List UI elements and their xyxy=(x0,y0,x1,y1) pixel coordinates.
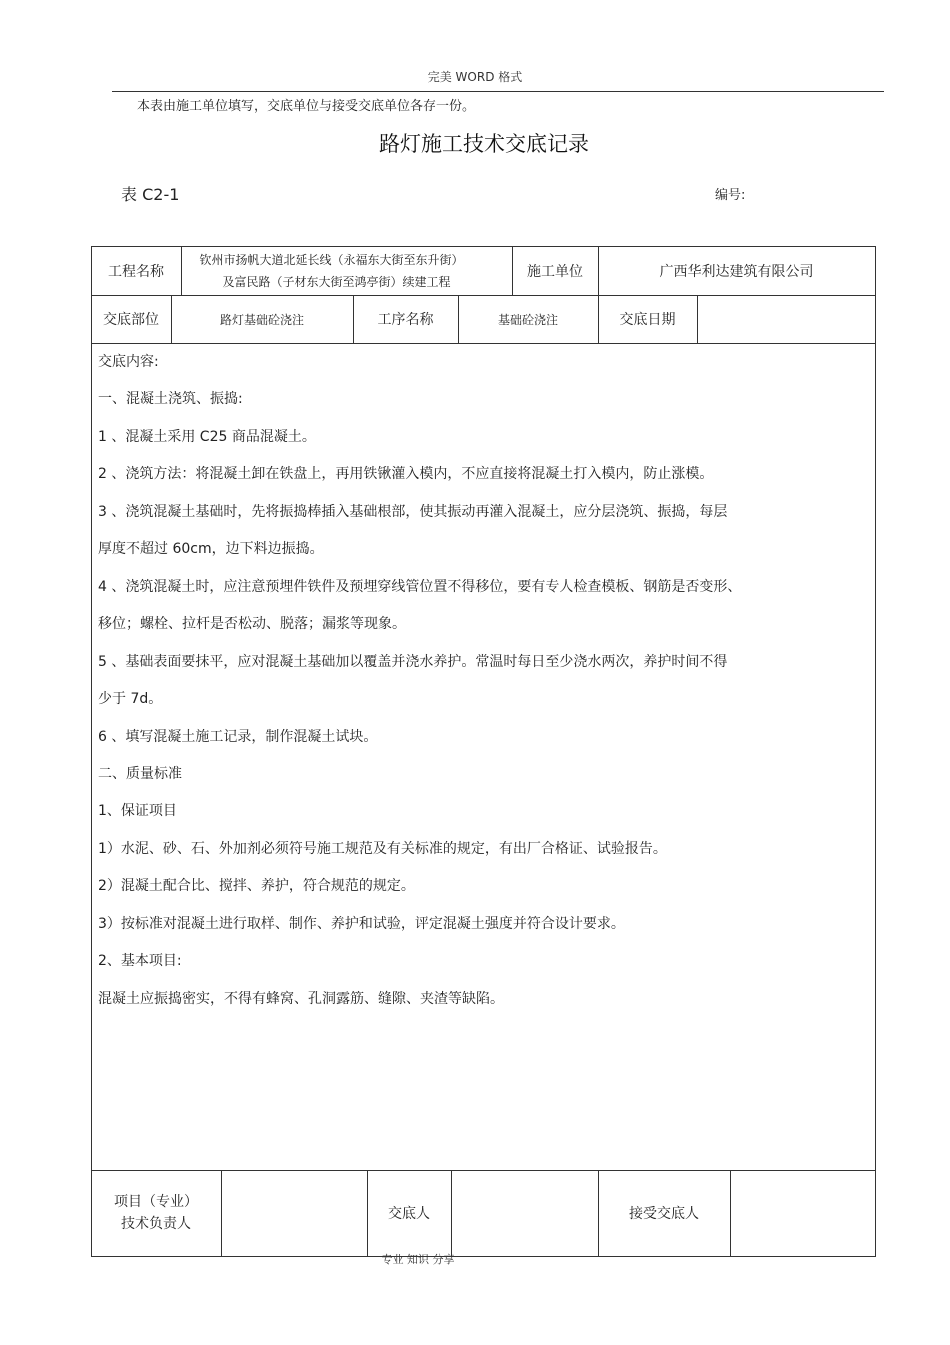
content-line: 1）水泥、砂、石、外加剂必须符号施工规范及有关标准的规定，有出厂合格证、试验报告。 xyxy=(98,841,667,857)
contractor-label: 施工单位 xyxy=(527,263,583,280)
disclosure-content xyxy=(98,351,868,1151)
content-line: 移位；螺栓、拉杆是否松动、脱落；漏浆等现象。 xyxy=(98,616,406,632)
project-name-value xyxy=(181,246,512,295)
part-value: 路灯基础砼浇注 xyxy=(219,312,304,327)
contractor-value: 广西华利达建筑有限公司 xyxy=(659,263,814,280)
header-rule xyxy=(112,91,884,92)
content-heading: 交底内容: xyxy=(98,354,159,370)
receiver-signature xyxy=(730,1170,875,1256)
form-code: 表 C2-1 xyxy=(121,185,180,204)
content-line: 厚度不超过 60cm，边下料边振捣。 xyxy=(98,541,324,557)
content-line: 2 、浇筑方法：将混凝土卸在铁盘上，再用铁锹灌入模内，不应直接将混凝土打入模内，防止涨模。 xyxy=(98,466,714,482)
table-rule xyxy=(875,246,876,1257)
presenter-signature xyxy=(451,1170,598,1256)
number-label: 编号: xyxy=(715,188,746,203)
content-line: 6 、填写混凝土施工记录，制作混凝土试块。 xyxy=(98,729,378,745)
content-line: 3 、浇筑混凝土基础时，先将振捣棒插入基础根部，使其振动再灌入混凝土，应分层浇筑、振捣，每层 xyxy=(98,504,728,520)
content-line: 4 、浇筑混凝土时，应注意预埋件铁件及预埋穿线管位置不得移位，要有专人检查模板、钢筋是否变形、 xyxy=(98,579,742,595)
content-line: 5 、基础表面要抹平，应对混凝土基础加以覆盖并浇水养护。常温时每日至少浇水两次，养护时间不得 xyxy=(98,654,728,670)
date-value xyxy=(697,295,875,343)
date-label: 交底日期 xyxy=(619,312,676,328)
content-line: 少于 7d。 xyxy=(98,691,163,707)
tech-lead-label xyxy=(91,1170,221,1256)
part-label: 交底部位 xyxy=(103,312,159,328)
content-line: 1、保证项目 xyxy=(98,803,177,819)
content-line: 二、质量标准 xyxy=(98,766,182,782)
tech-lead-label-line2: 技术负责人 xyxy=(121,1216,191,1232)
content-line: 2、基本项目: xyxy=(98,953,182,969)
project-name-label: 工程名称 xyxy=(108,263,164,280)
content-line: 1 、混凝土采用 C25 商品混凝土。 xyxy=(98,429,316,445)
table-rule xyxy=(91,343,876,344)
tech-lead-signature xyxy=(221,1170,367,1256)
content-line: 一、混凝土浇筑、振捣: xyxy=(98,391,243,407)
page-header: 完美 WORD 格式 xyxy=(427,70,523,84)
receiver-label: 接受交底人 xyxy=(629,1206,699,1222)
page-footer: 专业 知识 分享 xyxy=(381,1253,455,1266)
content-line: 3）按标准对混凝土进行取样、制作、养护和试验，评定混凝土强度并符合设计要求。 xyxy=(98,916,625,932)
tech-lead-label-line1: 项目（专业） xyxy=(114,1194,198,1210)
form-note: 本表由施工单位填写，交底单位与接受交底单位各存一份。 xyxy=(137,99,476,114)
document-title: 路灯施工技术交底记录 xyxy=(379,132,589,156)
content-line: 混凝土应振捣密实，不得有蜂窝、孔洞露筋、缝隙、夹渣等缺陷。 xyxy=(98,991,504,1007)
project-name-line1: 钦州市扬帆大道北延长线（永福东大街至东升街） xyxy=(199,252,464,267)
content-line: 2）混凝土配合比、搅拌、养护，符合规范的规定。 xyxy=(98,878,415,894)
process-label: 工序名称 xyxy=(377,312,434,328)
process-value: 基础砼浇注 xyxy=(497,312,558,327)
presenter-label: 交底人 xyxy=(388,1206,430,1222)
table-rule xyxy=(91,246,92,1257)
project-name-line2: 及富民路（子材东大街至鸿亭街）续建工程 xyxy=(222,274,451,289)
